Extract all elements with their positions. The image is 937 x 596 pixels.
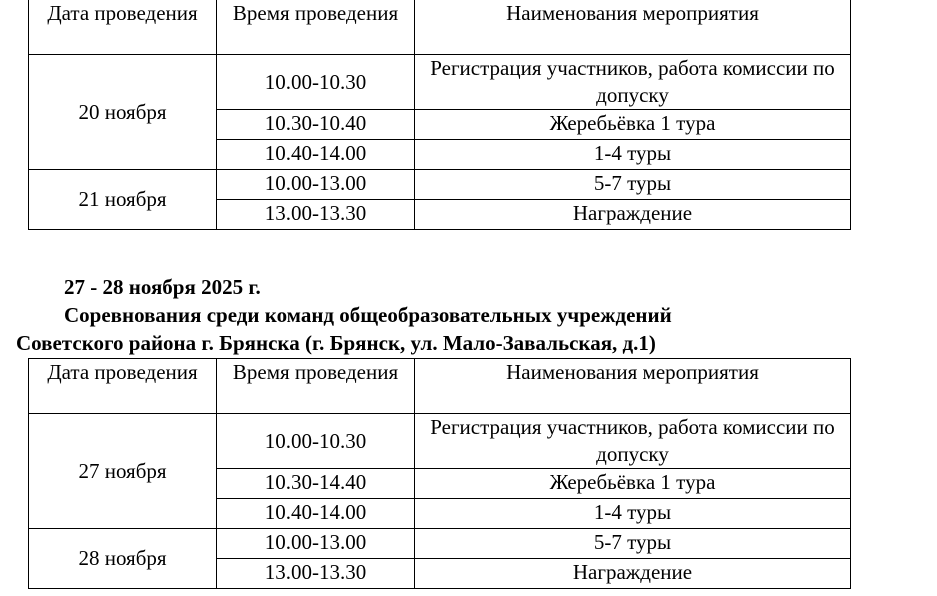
schedule-table-1 xyxy=(28,0,851,230)
table-header-row xyxy=(29,0,851,55)
time-cell: 10.00-13.00 xyxy=(217,529,415,559)
event-cell: Награждение xyxy=(415,200,851,230)
event-cell: 5-7 туры xyxy=(415,529,851,559)
schedule-table-2 xyxy=(28,358,851,589)
header-time: Время проведения xyxy=(217,359,415,414)
date-cell: 27 ноября xyxy=(29,414,217,529)
time-cell: 10.40-14.00 xyxy=(217,140,415,170)
event-cell: 1-4 туры xyxy=(415,499,851,529)
header-date: Дата проведения xyxy=(29,359,217,414)
event-cell: Жеребьёвка 1 тура xyxy=(415,469,851,499)
section-title-line-1: Соревнования среди команд общеобразовательных учреждений xyxy=(64,303,672,327)
event-cell: Регистрация участников, работа комиссии по допуску xyxy=(415,55,851,110)
table-row xyxy=(29,55,851,110)
time-cell: 13.00-13.30 xyxy=(217,200,415,230)
event-cell: 5-7 туры xyxy=(415,170,851,200)
table-header-row xyxy=(29,359,851,414)
event-cell: Жеребьёвка 1 тура xyxy=(415,110,851,140)
time-cell: 10.00-13.00 xyxy=(217,170,415,200)
header-event: Наименования мероприятия xyxy=(415,0,851,55)
event-cell: 1-4 туры xyxy=(415,140,851,170)
time-cell: 10.40-14.00 xyxy=(217,499,415,529)
time-cell: 10.30-10.40 xyxy=(217,110,415,140)
time-cell: 10.00-10.30 xyxy=(217,414,415,469)
table-row xyxy=(29,170,851,200)
date-cell: 28 ноября xyxy=(29,529,217,589)
header-time: Время проведения xyxy=(217,0,415,55)
table-row xyxy=(29,414,851,469)
section-date-heading: 27 - 28 ноября 2025 г. xyxy=(64,275,261,299)
time-cell: 10.30-14.40 xyxy=(217,469,415,499)
section-title-line-2: Советского района г. Брянска (г. Брянск, ул. Мало-Завальская, д.1) xyxy=(16,331,656,355)
event-cell: Награждение xyxy=(415,559,851,589)
time-cell: 10.00-10.30 xyxy=(217,55,415,110)
table-row xyxy=(29,529,851,559)
event-cell: Регистрация участников, работа комиссии по допуску xyxy=(415,414,851,469)
header-date: Дата проведения xyxy=(29,0,217,55)
time-cell: 13.00-13.30 xyxy=(217,559,415,589)
date-cell: 21 ноября xyxy=(29,170,217,230)
header-event: Наименования мероприятия xyxy=(415,359,851,414)
date-cell: 20 ноября xyxy=(29,55,217,170)
